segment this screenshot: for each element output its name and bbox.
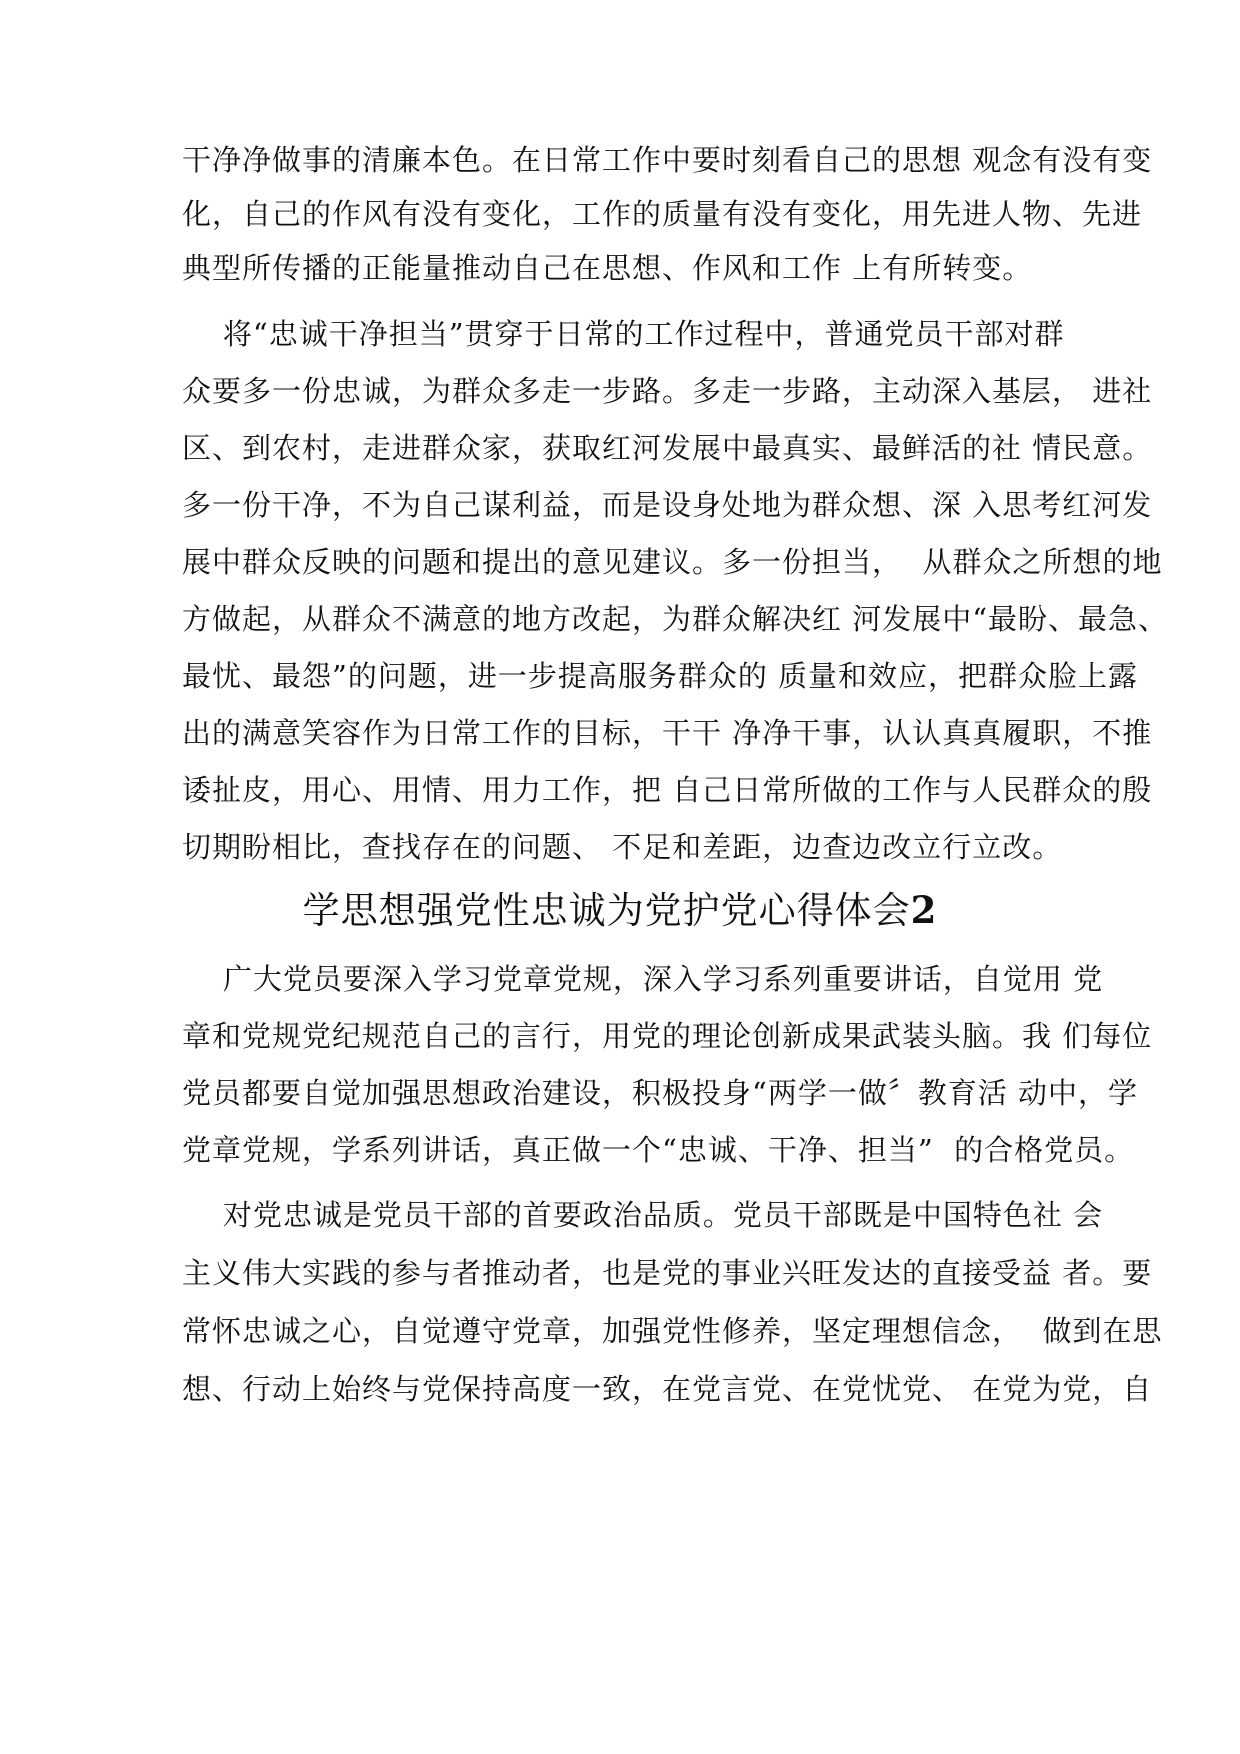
paragraph-4-line-2: 主义伟大实践的参与者推动者，也是党的事业兴旺发达的直接受益 者。要 bbox=[182, 1256, 1153, 1290]
paragraph-3-line-2: 章和党规党纪规范自己的言行，用党的理论创新成果武装头脑。我 们每位 bbox=[182, 1019, 1153, 1053]
paragraph-2-line-6: 方做起，从群众不满意的地方改起，为群众解决红 河发展中“最盼、最急、 bbox=[182, 602, 1169, 636]
paragraph-2-line-3: 区、到农村，走进群众家，获取红河发展中最真实、最鲜活的社 情民意。 bbox=[182, 431, 1153, 465]
paragraph-2-line-5: 展中群众反映的问题和提出的意见建议。多一份担当， 从群众之所想的地 bbox=[182, 545, 1163, 579]
paragraph-4-line-1: 对党忠诚是党员干部的首要政治品质。党员干部既是中国特色社 会 bbox=[182, 1198, 1104, 1232]
paragraph-3-line-3: 党员都要自觉加强思想政治建设，积极投身“两学一做〞教育活 动中，学 bbox=[182, 1076, 1139, 1110]
section-heading-number: 2 bbox=[910, 888, 938, 932]
paragraph-1-line-3: 典型所传播的正能量推动自己在思想、作风和工作 上有所转变。 bbox=[182, 251, 1033, 285]
paragraph-2-line-1: 将“忠诚干净担当”贯穿于日常的工作过程中，普通党员干部对群 bbox=[182, 317, 1065, 351]
paragraph-2-line-4: 多一份干净，不为自己谋利益，而是设身处地为群众想、深 入思考红河发 bbox=[182, 488, 1153, 522]
paragraph-2-line-8: 出的满意笑容作为日常工作的目标，干干 净净干事，认认真真履职，不推 bbox=[182, 716, 1153, 750]
paragraph-3-line-1: 广大党员要深入学习党章党规，深入学习系列重要讲话，自觉用 党 bbox=[182, 962, 1104, 996]
paragraph-1-line-2: 化，自己的作风有没有变化，工作的质量有没有变化，用先进人物、先进 bbox=[182, 197, 1143, 231]
paragraph-4-line-4: 想、行动上始终与党保持高度一致，在党言党、在党忧党、 在党为党，自 bbox=[182, 1372, 1153, 1406]
paragraph-2-line-10: 切期盼相比，查找存在的问题、 不足和差距，边查边改立行立改。 bbox=[182, 830, 1063, 864]
paragraph-2-line-9: 诿扯皮，用心、用情、用力工作，把 自己日常所做的工作与人民群众的殷 bbox=[182, 773, 1153, 807]
paragraph-3-line-4: 党章党规，学系列讲话，真正做一个“忠诚、干净、担当” 的合格党员。 bbox=[182, 1133, 1135, 1167]
paragraph-2-line-2: 众要多一份忠诚，为群众多走一步路。多走一步路，主动深入基层， 进社 bbox=[182, 374, 1153, 408]
section-heading bbox=[0, 886, 1240, 935]
paragraph-2-line-7: 最忧、最怨”的问题，进一步提高服务群众的 质量和效应，把群众脸上露 bbox=[182, 659, 1139, 693]
section-heading-text: 学思想强党性忠诚为党护党心得体会 bbox=[302, 889, 911, 932]
paragraph-1-line-1: 干净净做事的清廉本色。在日常工作中要时刻看自己的思想 观念有没有变 bbox=[182, 143, 1153, 177]
paragraph-4-line-3: 常怀忠诚之心，自觉遵守党章，加强党性修养，坚定理想信念， 做到在思 bbox=[182, 1314, 1163, 1348]
